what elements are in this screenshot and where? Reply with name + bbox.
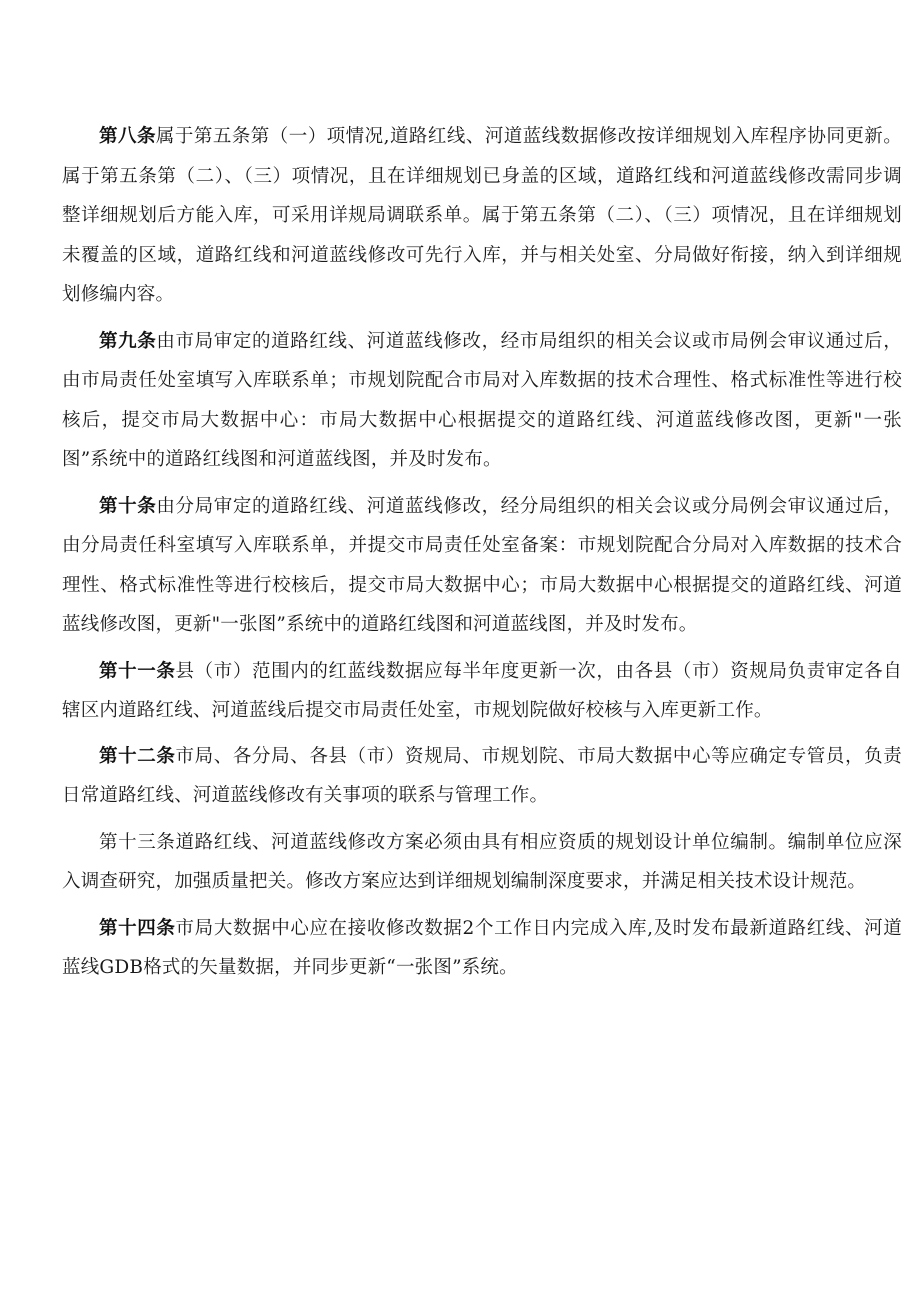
article-11-paragraph (62, 652, 902, 731)
article-14-text: 市局大数据中心应在接收修改数据2个工作日内完成入库,及时发布最新道路红线、河道蓝线GDB格式的矢量数据，并同步更新“一张图”系统。 (62, 917, 902, 978)
article-10-text: 由分局审定的道路红线、河道蓝线修改，经分局组织的相关会议或分局例会审议通过后，由分局责任科室填写入库联系单，并提交市局责任处室备案：市规划院配合分局对入库数据的技术合理性、格式标准性等进行校核后，提交市局大数据中心；市局大数据中心根据提交的道路红线、河道蓝线修改图，更新"一张图”系统中的道路红线图和河道蓝线图，并及时发布。 (62, 495, 902, 635)
article-13-text: 第十三条道路红线、河道蓝线修改方案必须由具有相应资质的规划设计单位编制。编制单位应深入调查研究，加强质量把关。修改方案应达到详细规划编制深度要求，并满足相关技术设计规范。 (62, 831, 902, 892)
article-13-paragraph (62, 823, 902, 902)
article-14-label: 第十四条 (99, 917, 176, 939)
article-10-paragraph (62, 487, 902, 645)
article-8-label: 第八条 (99, 126, 156, 147)
article-9-text: 由市局审定的道路红线、河道蓝线修改，经市局组织的相关会议或市局例会审议通过后，由市局责任处室填写入库联系单；市规划院配合市局对入库数据的技术合理性、格式标准性等进行校核后，提交市局大数据中心：市局大数据中心根据提交的道路红线、河道蓝线修改图，更新"一张图”系统中的道路红线图和河道蓝线图，并及时发布。 (62, 330, 902, 470)
article-9-label: 第九条 (99, 330, 157, 352)
article-12-paragraph (62, 737, 902, 816)
article-8-text: 属于第五条第（一）项情况,道路红线、河道蓝线数据修改按详细规划入库程序协同更新。属于第五条第（二）、（三）项情况，且在详细规划已身盖的区域，道路红线和河道蓝线修改需同步调整详细规划后方能入库，可采用详规局调联系单。属于第五条第（二）、（三）项情况，且在详细规划未覆盖的区域，道路红线和河道蓝线修改可先行入库，并与相关处室、分局做好衔接，纳入到详细规划修编内容。 (62, 126, 902, 305)
article-8-paragraph (62, 117, 902, 315)
article-9-paragraph (62, 322, 902, 480)
article-12-label: 第十二条 (99, 745, 176, 767)
article-12-text: 市局、各分局、各县（市）资规局、市规划院、市局大数据中心等应确定专管员，负责日常道路红线、河道蓝线修改有关事项的联系与管理工作。 (62, 745, 902, 806)
article-10-label: 第十条 (99, 495, 157, 517)
article-11-text: 县（市）范围内的红蓝线数据应每半年度更新一次，由各县（市）资规局负责审定各自辖区内道路红线、河道蓝线后提交市局责任处室，市规划院做好校核与入库更新工作。 (62, 660, 902, 721)
article-14-paragraph (62, 909, 902, 988)
article-11-label: 第十一条 (99, 660, 176, 682)
document-page (62, 117, 902, 995)
